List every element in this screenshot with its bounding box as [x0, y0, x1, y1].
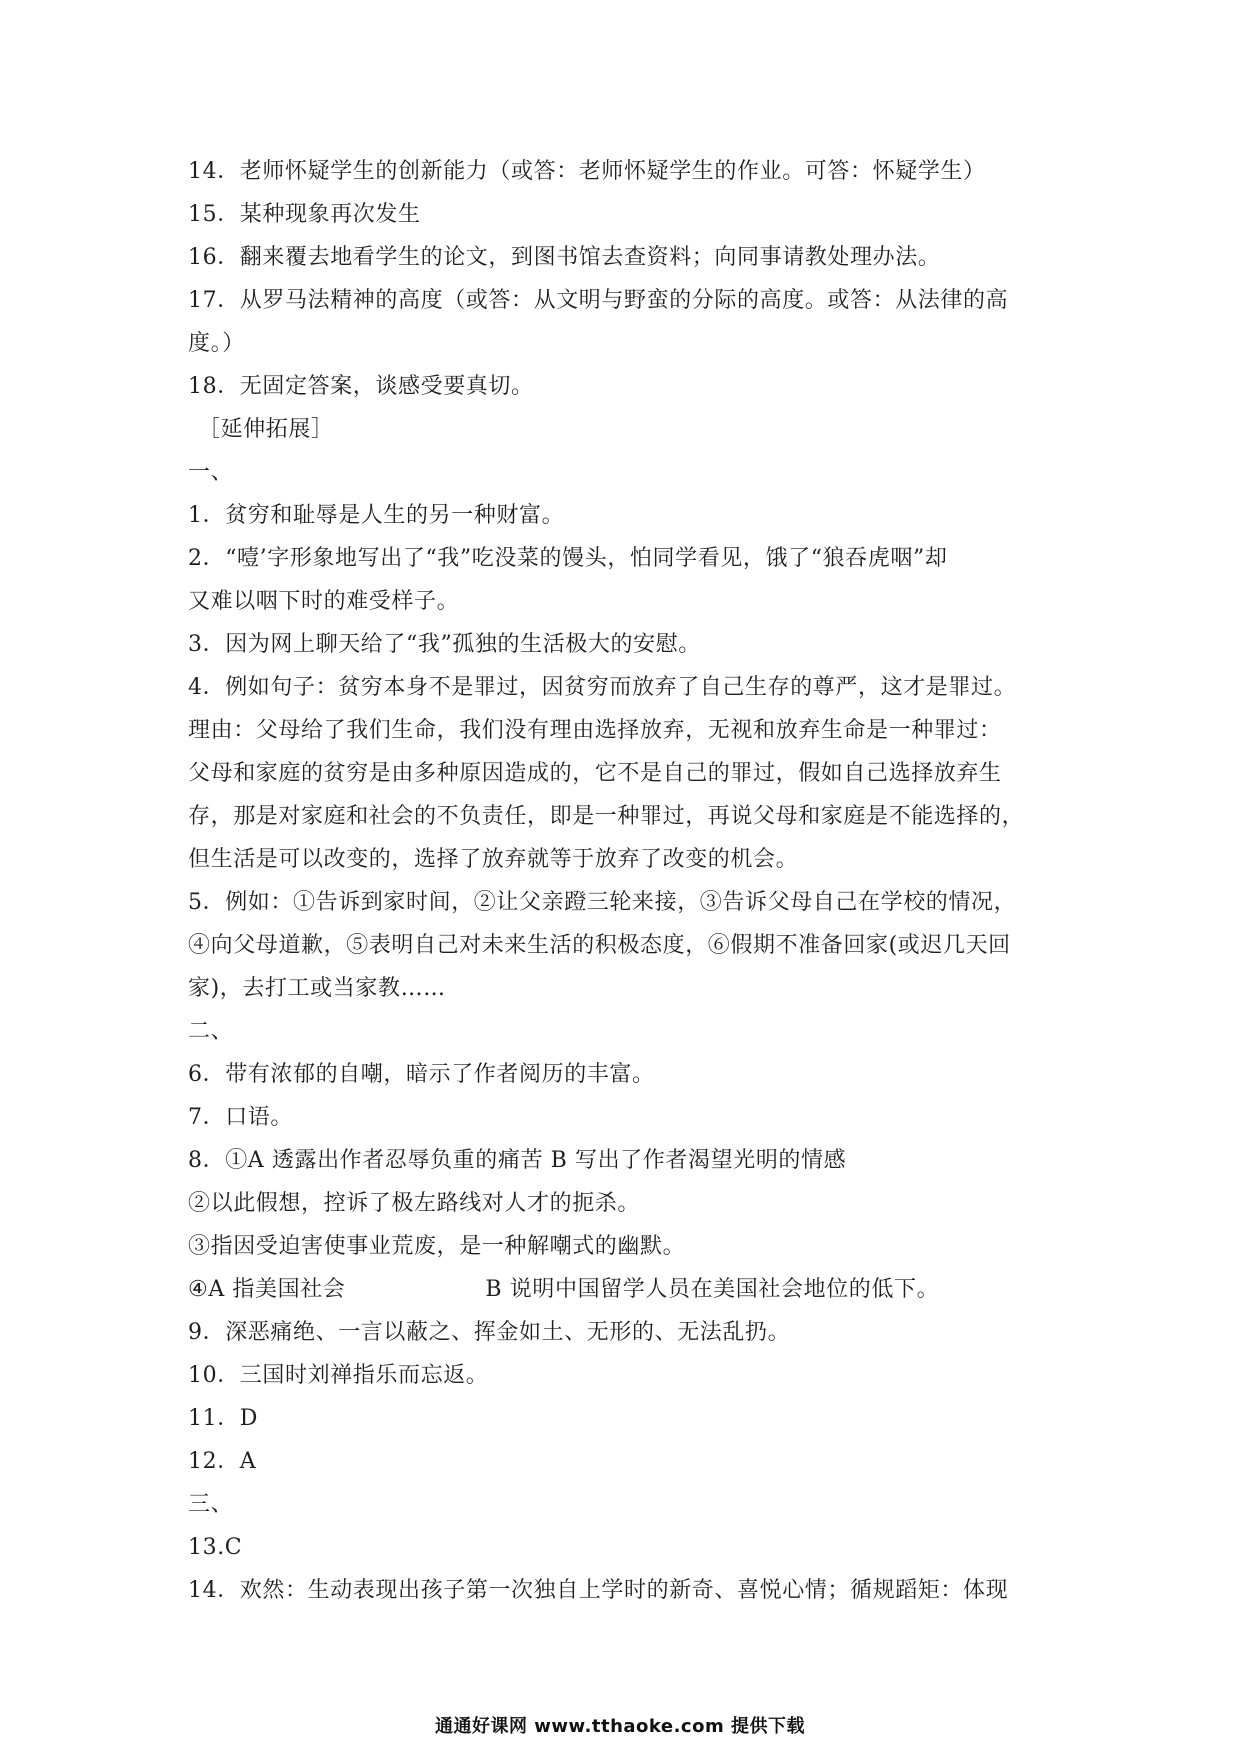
answer-line: 5．例如：①告诉到家时间，②让父亲蹬三轮来接，③告诉父母自己在学校的情况， [188, 890, 1017, 915]
answer-part-b: B 说明中国留学人员在美国社会地位的低下。 [485, 1277, 940, 1302]
answer-line: 18．无固定答案，谈感受要真切。 [188, 374, 534, 399]
answer-line: ②以此假想，控诉了极左路线对人才的扼杀。 [188, 1191, 641, 1216]
answer-line: 17．从罗马法精神的高度（或答：从文明与野蛮的分际的高度。或答：从法律的高 [188, 288, 1009, 313]
answer-line: 6．带有浓郁的自嘲，暗示了作者阅历的丰富。 [188, 1062, 655, 1087]
answer-line: 但生活是可以改变的，选择了放弃就等于放弃了改变的机会。 [188, 847, 799, 872]
answer-line: 存，那是对家庭和社会的不负责任，即是一种罪过，再说父母和家庭是不能选择的， [188, 804, 1025, 829]
answer-line: ④向父母道歉，⑤表明自己对未来生活的积极态度，⑥假期不准备回家(或迟几天回 [188, 933, 1011, 958]
answer-line: 14．欢然：生动表现出孩子第一次独自上学时的新奇、喜悦心情；循规蹈矩：体现 [188, 1578, 1009, 1603]
answer-line: 1．贫穷和耻辱是人生的另一种财富。 [188, 503, 565, 528]
answer-line: 父母和家庭的贫穷是由多种原因造成的，它不是自己的罪过，假如自己选择放弃生 [188, 761, 1002, 786]
answer-line: 8．①A 透露出作者忍辱负重的痛苦 B 写出了作者渴望光明的情感 [188, 1148, 847, 1173]
answer-line: 理由：父母给了我们生命，我们没有理由选择放弃，无视和放弃生命是一种罪过： [188, 718, 1002, 743]
section-heading: ［延伸拓展］ [198, 417, 334, 442]
answer-line [188, 1268, 1068, 1311]
answer-line: 又难以咽下时的难受样子。 [188, 589, 460, 614]
answer-line: 4．例如句子：贫穷本身不是罪过，因贫穷而放弃了自己生存的尊严，这才是罪过。 [188, 675, 1017, 700]
answer-line: ③指因受迫害使事业荒废，是一种解嘲式的幽默。 [188, 1234, 686, 1259]
answer-line: 11．D [188, 1406, 259, 1431]
answer-line: 12．A [188, 1449, 257, 1474]
answer-line: 2．“噎’字形象地写出了“我”吃没菜的馒头，怕同学看见，饿了“狼吞虎咽”却 [188, 546, 948, 571]
answer-line: 14．老师怀疑学生的创新能力（或答：老师怀疑学生的作业。可答：怀疑学生） [188, 159, 986, 184]
answer-part-a: ④A 指美国社会 [188, 1277, 346, 1302]
answer-line: 7．口语。 [188, 1105, 293, 1130]
answer-line: 13.C [188, 1535, 243, 1560]
answer-line: 10．三国时刘禅指乐而忘返。 [188, 1363, 489, 1388]
answer-line: 家)，去打工或当家教…… [188, 976, 446, 1001]
page-footer: 通通好课网 www.tthaoke.com 提供下载 [435, 1716, 805, 1737]
answer-line: 15．某种现象再次发生 [188, 202, 421, 227]
answer-line: 度。） [188, 331, 245, 356]
document-body [188, 150, 1068, 1612]
section-number: 三、 [188, 1492, 234, 1517]
answer-line: 16．翻来覆去地看学生的论文，到图书馆去查资料；向同事请教处理办法。 [188, 245, 941, 270]
answer-line: 9．深恶痛绝、一言以蔽之、挥金如土、无形的、无法乱扔。 [188, 1320, 791, 1345]
section-number: 一、 [188, 460, 234, 485]
answer-line: 3．因为网上聊天给了“我”孤独的生活极大的安慰。 [188, 632, 701, 657]
section-number: 二、 [188, 1019, 234, 1044]
